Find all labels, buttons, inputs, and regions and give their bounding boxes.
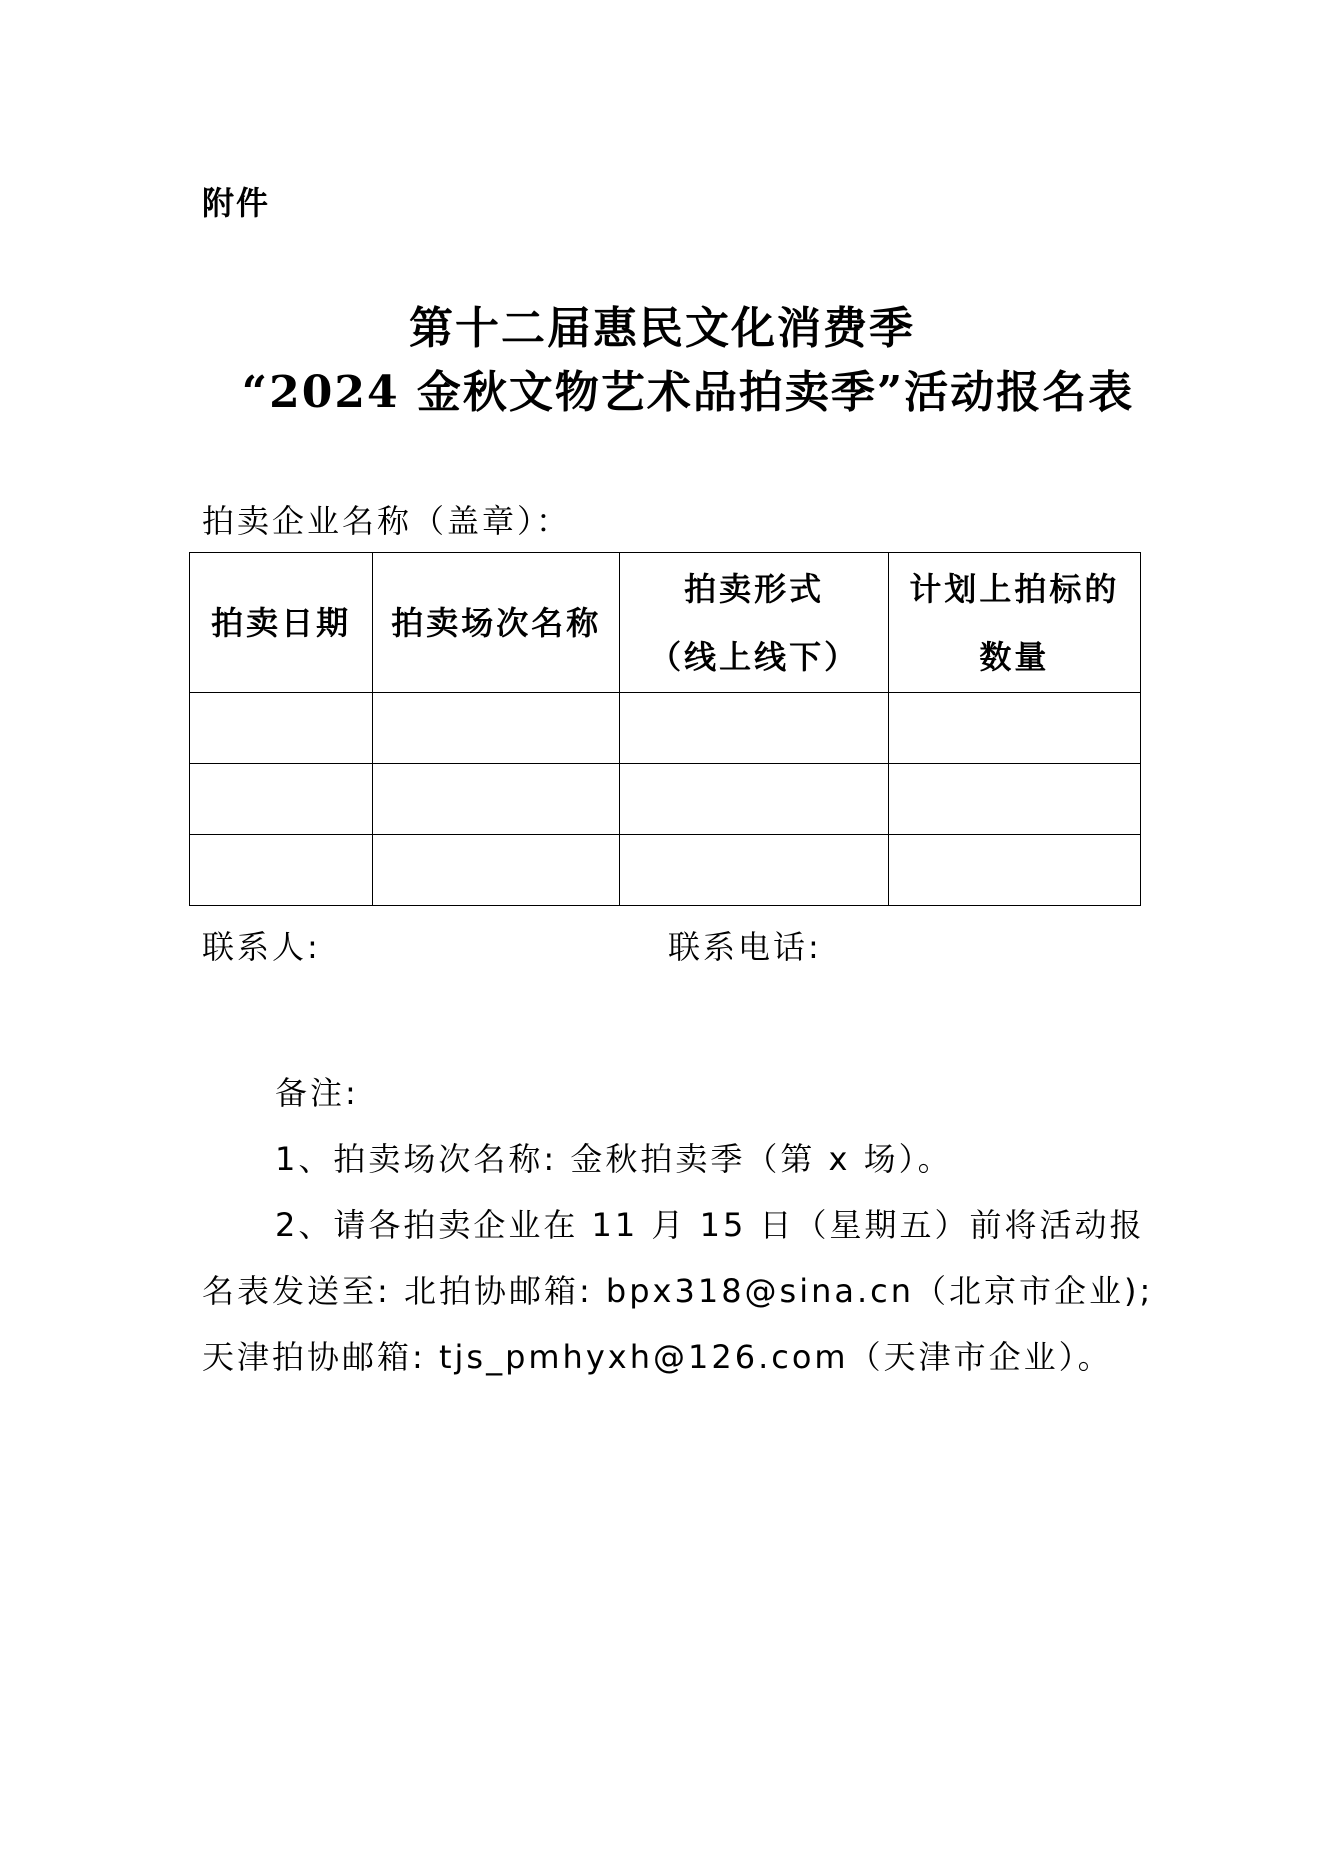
table-cell[interactable] [373,764,620,835]
header-subtext: 数量 [979,637,1050,676]
table-cell[interactable] [620,764,888,835]
table-cell[interactable] [888,764,1140,835]
form-title-line-2: “2024 金秋文物艺术品拍卖季”活动报名表 [241,367,1135,418]
table-cell[interactable] [620,835,888,906]
table-cell[interactable] [373,835,620,906]
contact-person-label: 联系人: [202,928,321,966]
company-name-label: 拍卖企业名称（盖章）： [202,502,572,540]
registration-table [189,552,1141,906]
table-row [190,835,1141,906]
contact-phone-label: 联系电话: [668,928,822,966]
table-row [190,693,1141,764]
header-text: 拍卖日期 [211,603,352,642]
note-item-2-line-2: 名表发送至: 北拍协邮箱: bpx318@sina.cn（北京市企业); [202,1272,1154,1310]
table-cell[interactable] [373,693,620,764]
table-cell[interactable] [888,835,1140,906]
table-row [190,764,1141,835]
table-cell[interactable] [190,835,373,906]
table-cell[interactable] [888,693,1140,764]
table-cell[interactable] [190,693,373,764]
table-header-row [190,553,1141,693]
note-item-2-line-1: 2、请各拍卖企业在 11 月 15 日（星期五）前将活动报 [275,1206,1145,1244]
header-session-name [373,553,620,693]
note-item-2-line-3: 天津拍协邮箱: tjs_pmhyxh@126.com（天津市企业）。 [202,1338,1113,1376]
table-cell[interactable] [190,764,373,835]
header-text: 拍卖形式 [684,569,825,608]
header-subtext: （线上线下） [649,637,860,676]
notes-heading: 备注: [275,1074,359,1112]
attachment-label: 附件 [202,184,271,222]
header-auction-date [190,553,373,693]
form-title-line-1: 第十二届惠民文化消费季 [409,303,915,354]
table-cell[interactable] [620,693,888,764]
header-text: 计划上拍标的 [909,569,1120,608]
header-auction-format [620,553,888,693]
header-planned-lot-count [888,553,1140,693]
header-text: 拍卖场次名称 [391,603,602,642]
note-item-1: 1、拍卖场次名称: 金秋拍卖季（第 x 场）。 [275,1140,953,1178]
